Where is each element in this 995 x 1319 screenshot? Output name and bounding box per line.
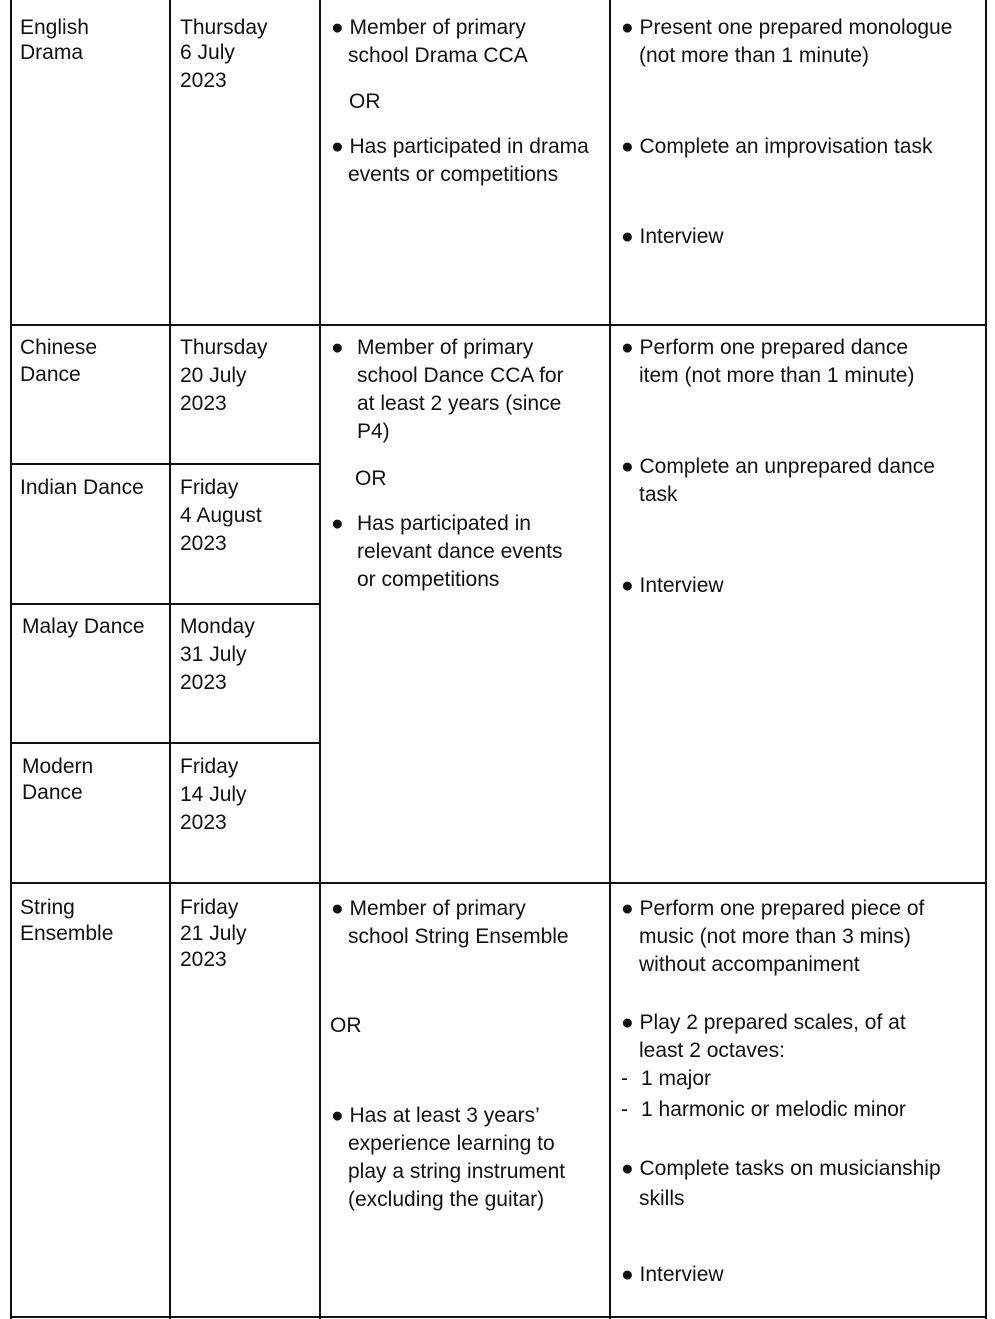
activity-name: Chinese Dance xyxy=(20,336,98,386)
criteria-item: ● Member of primary school String Ensemble xyxy=(331,897,569,948)
activity-name: Malay Dance xyxy=(22,615,145,638)
column-divider-2 xyxy=(319,0,321,1319)
activity-name: English Drama xyxy=(20,16,89,64)
table-border-left xyxy=(10,0,12,1319)
audition-date: Thursday 6 July 2023 xyxy=(180,16,268,92)
task-item: ● Interview xyxy=(621,1263,724,1286)
task-item: ● Complete an improvisation task xyxy=(621,135,933,158)
task-item: ● Interview xyxy=(621,225,724,248)
audition-date: Friday 21 July 2023 xyxy=(180,896,247,971)
row-divider-indian-malay xyxy=(10,603,321,605)
row-divider-drama-dance xyxy=(10,324,987,326)
task-item: ● Complete an unprepared dance task xyxy=(621,455,935,506)
task-item: ● Interview xyxy=(621,574,724,597)
task-item: ● Play 2 prepared scales, of at least 2 octaves: xyxy=(621,1011,906,1062)
task-item: ● Perform one prepared dance item (not more than 1 minute) xyxy=(621,336,915,387)
criteria-item: ● Has at least 3 years’ experience learning to play a string instrument (excluding the guitar) xyxy=(331,1104,566,1211)
table-border-right xyxy=(985,0,987,1319)
activity-name: Modern Dance xyxy=(22,755,94,804)
criteria-item: Member of primary school Dance CCA for at least 2 years (since P4) xyxy=(357,336,564,443)
task-item: ● Perform one prepared piece of music (not more than 3 mins) without accompaniment xyxy=(621,897,925,976)
activity-name: String Ensemble xyxy=(20,896,114,945)
criteria-item: Has participated in relevant dance events or competitions xyxy=(357,512,563,591)
task-item: ● Present one prepared monologue (not more than 1 minute) xyxy=(621,16,953,67)
dash-marker: - xyxy=(621,1098,628,1121)
criteria-item: ● Has participated in drama events or competitions xyxy=(331,135,589,186)
activity-name: Indian Dance xyxy=(20,476,144,499)
table-border-bottom xyxy=(10,1316,987,1318)
audition-date: Thursday 20 July 2023 xyxy=(180,336,268,415)
criteria-item: ● Member of primary school Drama CCA xyxy=(331,16,528,67)
or-label: OR xyxy=(330,1014,362,1037)
row-divider-chinese-indian xyxy=(10,463,321,465)
sub-task-item: 1 major xyxy=(641,1067,712,1090)
row-divider-dance-string xyxy=(10,882,987,884)
audition-date: Friday 14 July 2023 xyxy=(180,755,247,834)
bullet: ● xyxy=(331,336,344,359)
or-label: OR xyxy=(355,467,387,490)
audition-date: Friday 4 August 2023 xyxy=(180,476,262,555)
dash-marker: - xyxy=(621,1067,628,1090)
bullet: ● xyxy=(331,512,344,535)
column-divider-3 xyxy=(609,0,611,1319)
sub-task-item: 1 harmonic or melodic minor xyxy=(641,1098,906,1121)
row-divider-malay-modern xyxy=(10,742,321,744)
or-label: OR xyxy=(349,90,381,113)
column-divider-1 xyxy=(169,0,171,1319)
task-item: ● Complete tasks on musicianship skills xyxy=(621,1157,941,1210)
audition-date: Monday 31 July 2023 xyxy=(180,615,255,694)
